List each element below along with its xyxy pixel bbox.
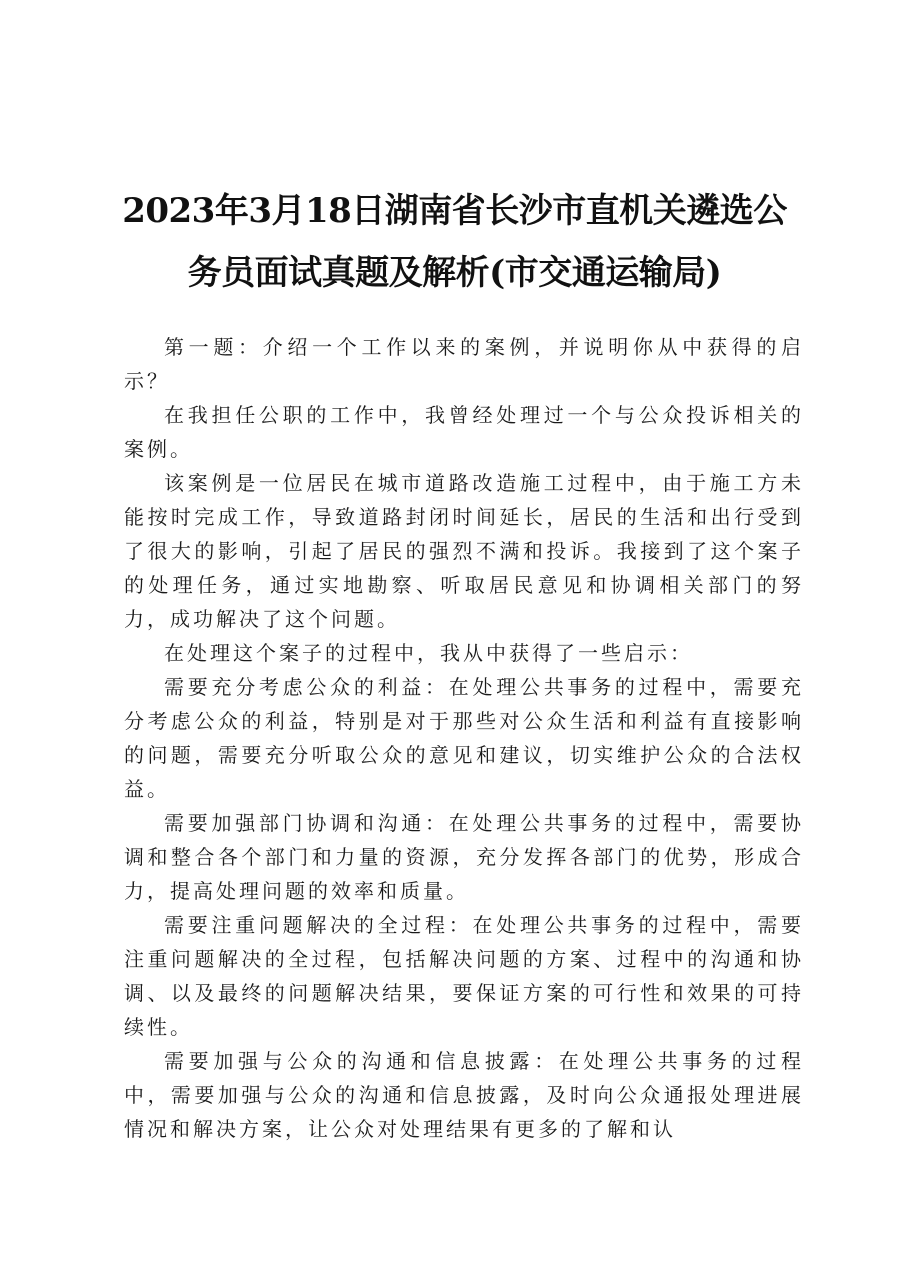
title-line-2: 务员面试真题及解析(市交通运输局): [187, 253, 722, 293]
title-line-1: 2023年3月18日湖南省长沙市直机关遴选公: [122, 191, 787, 231]
paragraph: 需要加强与公众的沟通和信息披露：在处理公共事务的过程中，需要加强与公众的沟通和信息披露，及时向公众通报处理进展情况和解决方案，让公众对处理结果有更多的了解和认: [124, 1049, 804, 1141]
paragraph: 该案例是一位居民在城市道路改造施工过程中，由于施工方未能按时完成工作，导致道路封闭时间延长，居民的生活和出行受到了很大的影响，引起了居民的强烈不满和投诉。我接到了这个案子的处理任务，通过实地勘察、听取居民意见和协调相关部门的努力，成功解决了这个问题。: [124, 471, 804, 631]
paragraph: 在我担任公职的工作中，我曾经处理过一个与公众投诉相关的案例。: [124, 403, 804, 461]
paragraph-question: 第一题：介绍一个工作以来的案例，并说明你从中获得的启示？: [124, 335, 804, 393]
paragraph: 需要充分考虑公众的利益：在处理公共事务的过程中，需要充分考虑公众的利益，特别是对于那些对公众生活和利益有直接影响的问题，需要充分听取公众的意见和建议，切实维护公众的合法权益。: [124, 675, 804, 801]
paragraph: 需要加强部门协调和沟通：在处理公共事务的过程中，需要协调和整合各个部门和力量的资源，充分发挥各部门的优势，形成合力，提高处理问题的效率和质量。: [124, 811, 804, 903]
document-body: [124, 330, 804, 1146]
document-title: [100, 180, 809, 304]
paragraph: 在处理这个案子的过程中，我从中获得了一些启示：: [164, 641, 693, 665]
paragraph: 需要注重问题解决的全过程：在处理公共事务的过程中，需要注重问题解决的全过程，包括解决问题的方案、过程中的沟通和协调、以及最终的问题解决结果，要保证方案的可行性和效果的可持续性。: [124, 913, 804, 1039]
